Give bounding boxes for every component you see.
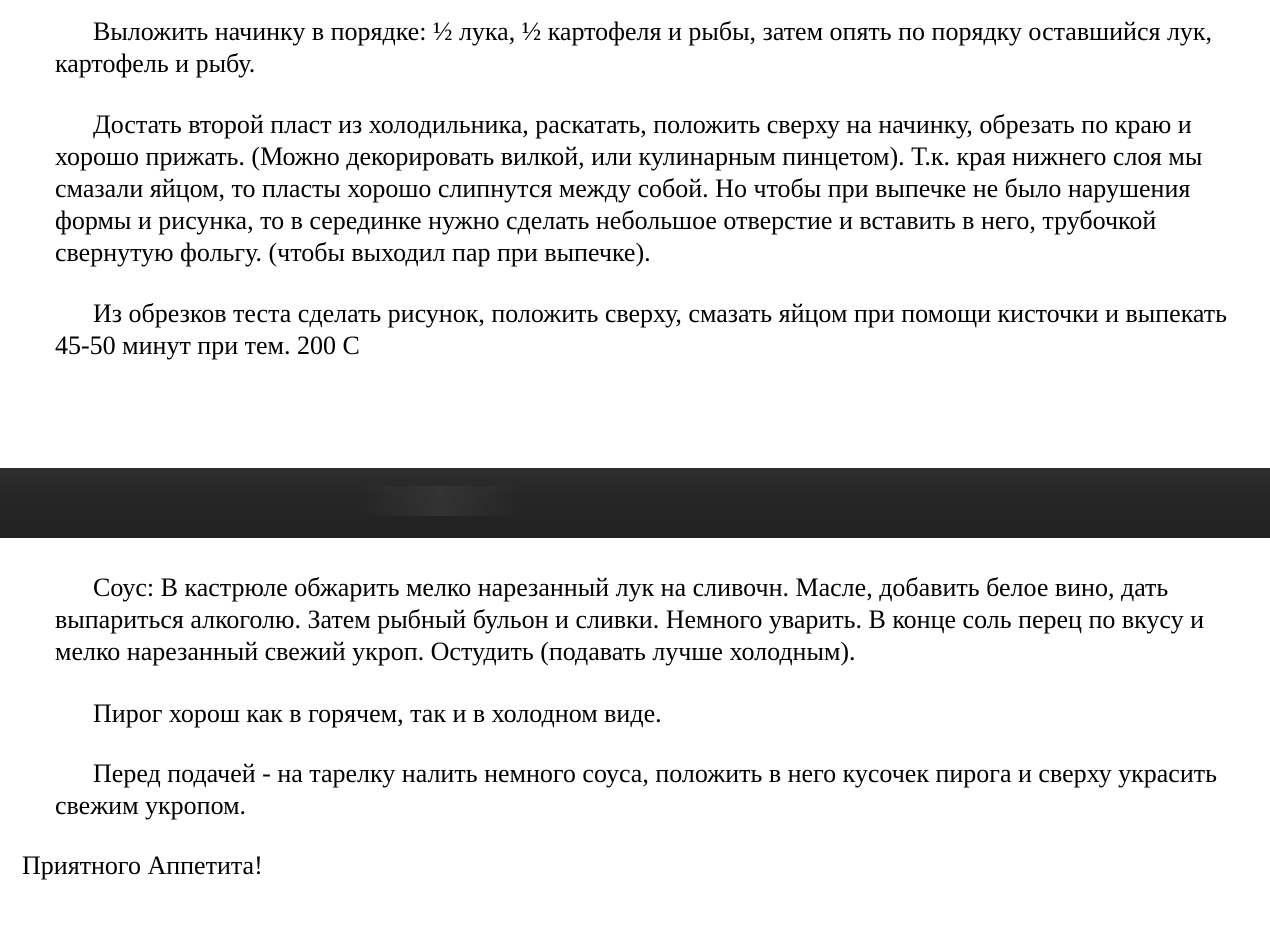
paragraph-baking: Из обрезков теста сделать рисунок, положить сверху, смазать яйцом при помощи кисточки и выпекать 45-50 минут при тем. 200 С — [55, 299, 1228, 360]
paragraph-serving-temp: Пирог хорош как в горячем, так и в холодном виде. — [93, 699, 662, 728]
recipe-page-bottom — [0, 538, 1270, 935]
page-separator — [0, 468, 1270, 538]
closing-greeting: Приятного Аппетита! — [22, 851, 263, 880]
paragraph-serving: Перед подачей - на тарелку налить немного соуса, положить в него кусочек пирога и сверху украсить свежим укропом. — [55, 759, 1217, 820]
paragraph-filling-order: Выложить начинку в порядке: ½ лука, ½ картофеля и рыбы, затем опять по порядку оставшийся лук, картофель и рыбу. — [55, 17, 1213, 78]
paragraph-sauce: Соус: В кастрюле обжарить мелко нарезанный лук на сливочн. Масле, добавить белое вино, дать выпариться алкоголю. Затем рыбный бульон и сливки. Немного уварить. В конце соль перец по вкусу и мелко нарезанный свежий укроп. Остудить (подавать лучше холодным). — [55, 573, 1205, 666]
separator-shading — [360, 486, 520, 516]
paragraph-second-layer: Достать второй пласт из холодильника, раскатать, положить сверху на начинку, обрезать по краю и хорошо прижать. (Можно декорировать вилкой, или кулинарным пинцетом). Т.к. края нижнего слоя мы смазали яйцом, то пласты хорошо слипнутся между собой. Но чтобы при выпечке не было нарушения формы и рисунка, то в серединке нужно сделать небольшое отверстие и вставить в него, трубочкой свернутую фольгу. (чтобы выходил пар при выпечке). — [55, 110, 1203, 267]
